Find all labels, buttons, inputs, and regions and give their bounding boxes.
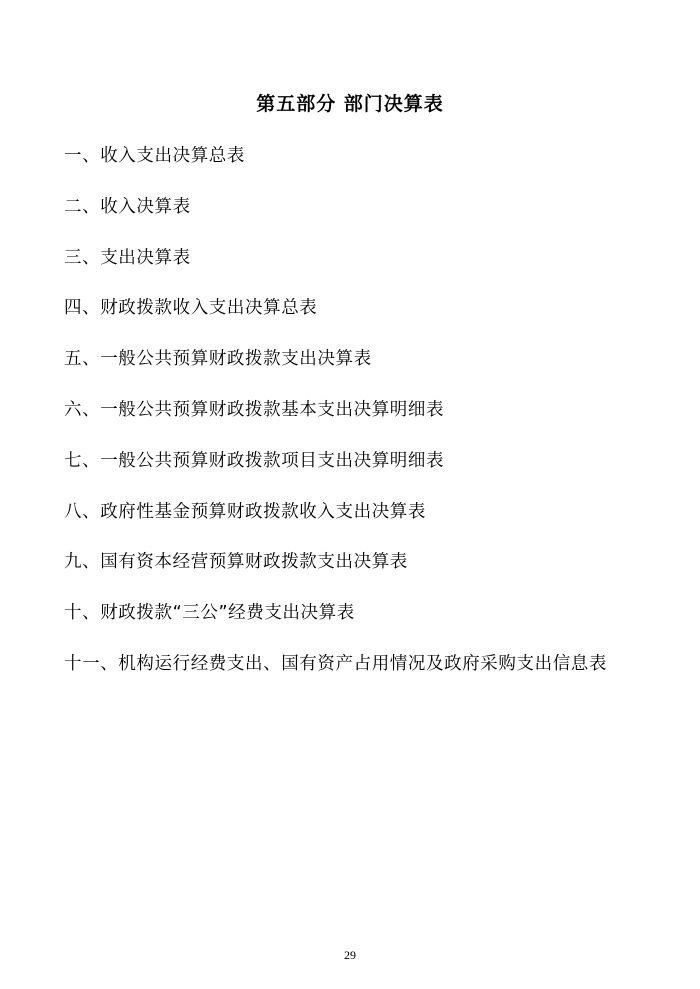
toc-item-4: 四、财政拨款收入支出决算总表 — [64, 298, 318, 319]
toc-item-6: 六、一般公共预算财政拨款基本支出决算明细表 — [64, 399, 445, 420]
toc-item-7: 七、一般公共预算财政拨款项目支出决算明细表 — [64, 450, 445, 471]
toc-item-5: 五、一般公共预算财政拨款支出决算表 — [64, 349, 372, 370]
toc-item-8: 八、政府性基金预算财政拨款收入支出决算表 — [64, 501, 426, 522]
page-number: 29 — [344, 948, 356, 962]
toc-item-9: 九、国有资本经营预算财政拨款支出决算表 — [64, 552, 408, 573]
toc-item-1: 一、收入支出决算总表 — [64, 146, 245, 166]
toc-item-11: 十一、机构运行经费支出、国有资产占用情况及政府采购支出信息表 — [64, 653, 607, 674]
toc-item-10: 十、财政拨款“三公”经费支出决算表 — [64, 603, 355, 624]
toc-item-3: 三、支出决算表 — [64, 247, 191, 268]
page-title: 第五部分 部门决算表 — [256, 93, 444, 115]
table-of-contents-list — [64, 144, 684, 703]
toc-item-2: 二、收入决算表 — [64, 196, 191, 217]
